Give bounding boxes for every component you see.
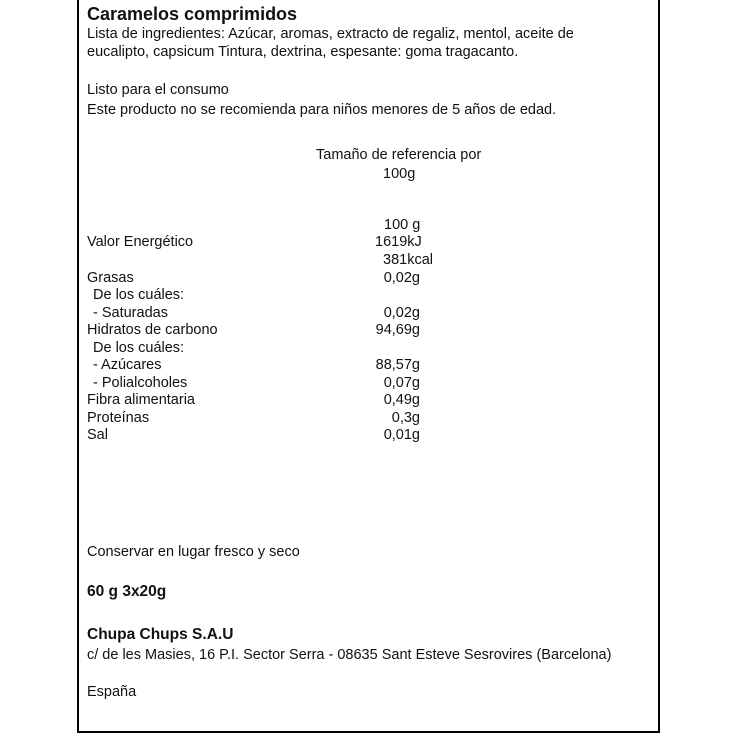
reference-size-line-2: 100g (383, 166, 416, 182)
ingredients-line-1: Lista de ingredientes: Azúcar, aromas, extracto de regaliz, mentol, aceite de (87, 26, 574, 42)
nutrient-label: Fibra alimentaria (87, 392, 195, 408)
age-warning: Este producto no se recomienda para niños menores de 5 años de edad. (87, 102, 557, 118)
product-title: Caramelos comprimidos (87, 4, 298, 24)
ingredients-line-2: eucalipto, capsicum Tintura, dextrina, espesante: goma tragacanto. (87, 44, 519, 60)
column-header-100g: 100 g (384, 217, 421, 233)
nutrient-label: - Azúcares (93, 357, 162, 373)
nutrient-value: 0,02g (383, 270, 420, 286)
nutrient-value: 0,49g (383, 392, 420, 408)
reference-size-line-1: Tamaño de referencia por (316, 147, 482, 163)
nutrient-label: Grasas (87, 270, 134, 286)
nutrient-label: - Saturadas (93, 305, 168, 321)
nutrient-label: De los cuáles: (93, 287, 185, 303)
nutrient-label: Sal (87, 427, 108, 443)
nutrient-label: - Polialcoholes (93, 375, 188, 391)
net-weight: 60 g 3x20g (87, 583, 167, 600)
nutrient-label: Proteínas (87, 410, 150, 426)
ready-to-eat: Listo para el consumo (87, 82, 229, 98)
energy-kj: 1619kJ (375, 234, 422, 250)
nutrient-value: 0,07g (383, 375, 420, 391)
nutrient-value: 0,02g (383, 305, 420, 321)
storage-instructions: Conservar en lugar fresco y seco (87, 544, 300, 560)
nutrient-value: 94,69g (375, 322, 420, 338)
nutrient-value: 0,3g (391, 410, 420, 426)
nutrient-label: De los cuáles: (93, 340, 185, 356)
nutrient-value: 88,57g (375, 357, 420, 373)
country-of-origin: España (87, 684, 137, 700)
energy-label: Valor Energético (87, 234, 194, 250)
manufacturer-name: Chupa Chups S.A.U (87, 626, 234, 643)
manufacturer-address: c/ de les Masies, 16 P.I. Sector Serra - 08635 Sant Esteve Sesrovires (Barcelona) (87, 647, 612, 663)
energy-kcal: 381kcal (383, 252, 433, 268)
nutrient-label: Hidratos de carbono (87, 322, 218, 338)
nutrient-value: 0,01g (383, 427, 420, 443)
